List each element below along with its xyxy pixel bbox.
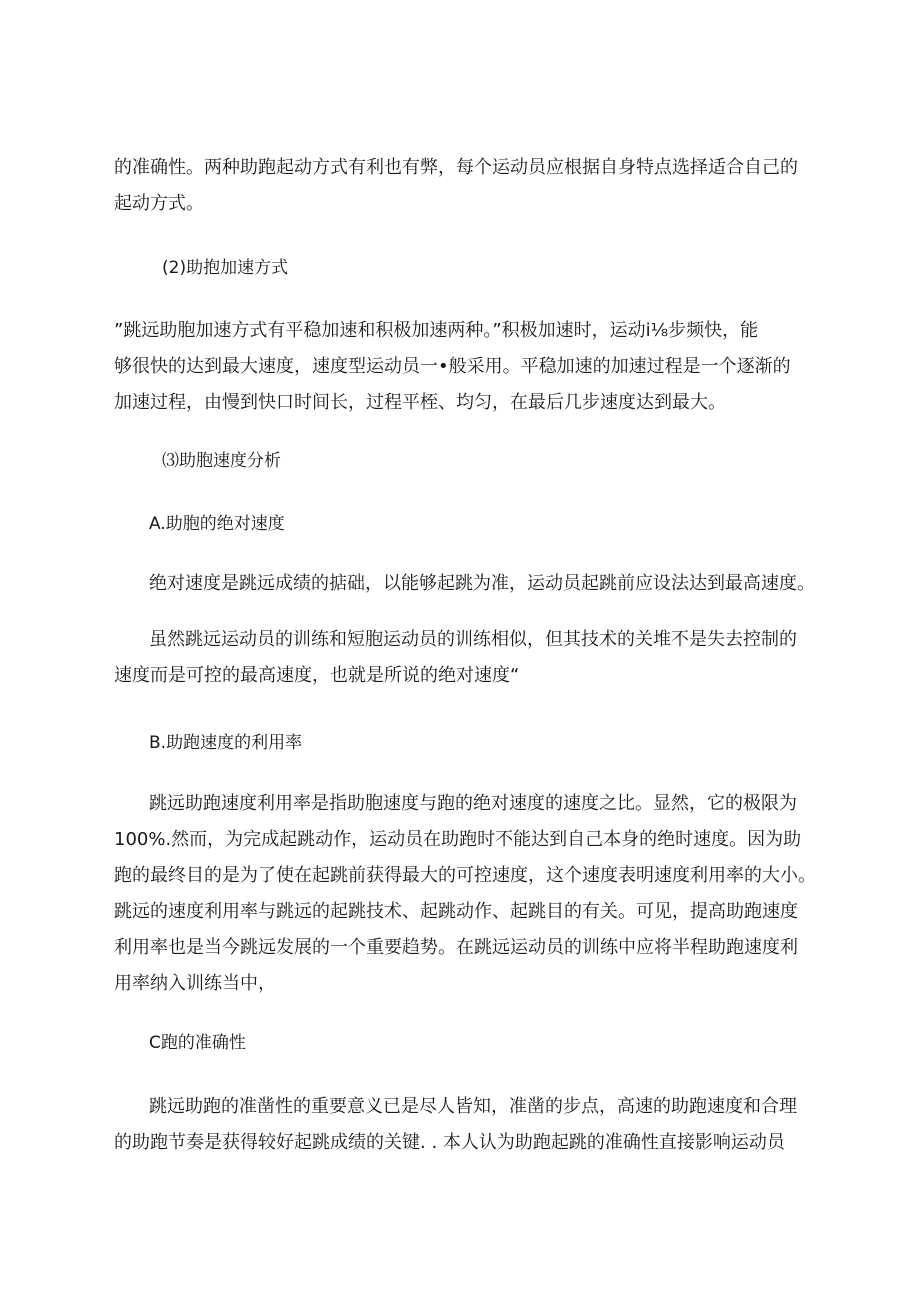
text-line: 的准确性。两种助跑起动方式有利也有弊，每个运动员应根据自身特点选择适合自己的 [114,157,798,178]
subheading-speed-utilization: B.助跑速度的利用率 [149,733,303,753]
text-line: 跳远的速度利用率与跳远的起跳技术、起跳动作、起跳目的有关。可见，提高助跑速度 [114,901,798,922]
text-line: 100%.然而，为完成起跳动作，运动员在助跑时不能达到自己本身的绝时速度。因为助 [114,829,802,850]
text-line: 加速过程，由慢到快口时间长，过程平桎、均匀，在最后几步速度达到最大。 [114,392,726,413]
paragraph-acceleration-method [114,313,814,421]
subheading-absolute-speed: A.助胞的绝对速度 [149,514,285,534]
text-line: 跳远助跑速度利用率是指助胞速度与跑的绝对速度的速度之比。显然，它的极限为 [149,793,797,814]
paragraph-training-comparison [114,622,814,694]
text-line: 速度而是可控的最高速度，也就是所说的绝对速度“ [114,665,520,686]
text-line: 起动方式。 [114,193,204,214]
text-line: ”跳远助胞加速方式有平稳加速和积极加速两种。”积极加速时，运动i⅛步频快，能 [114,320,759,341]
section-heading-acceleration-method: (2)助抱加速方式 [162,258,289,278]
text-line: 利用率也是当今跳远发展的一个重要趋势。在跳远运动员的训练中应将半程助跑速度利 [114,937,798,958]
paragraph-run-accuracy [114,1089,814,1161]
text-line: 虽然跳远运动员的训练和短胞运动员的训练相似，但其技术的关堆不是失去控制的 [149,629,797,650]
text-line: 跑的最终目的是为了使在起跳前获得最大的可控速度，这个速度表明速度利用率的大小。 [114,865,816,886]
text-line: 够很快的达到最大速度，速度型运动员一•般采用。平稳加速的加速过程是一个逐渐的 [114,356,791,377]
section-heading-speed-analysis: ⑶助胞速度分析 [162,451,281,471]
paragraph-speed-utilization [114,786,814,1002]
paragraph-absolute-speed [149,566,849,602]
text-line: 绝对速度是跳远成绩的掂础，以能够起跳为准，运动员起跳前应设法达到最高速度。 [149,573,815,594]
paragraph-start-method-conclusion [114,150,814,222]
text-line: 用率纳入训练当中， [114,973,276,994]
subheading-run-accuracy: C跑的准确性 [149,1033,246,1053]
text-line: 的助跑节奏是获得较好起跳成绩的关键. . 本人认为助跑起跳的准确性直接影响运动员 [114,1132,785,1153]
text-line: 跳远助跑的准凿性的重要意义已是尽人皆知，准凿的步点，高速的助跑速度和合理 [149,1096,797,1117]
